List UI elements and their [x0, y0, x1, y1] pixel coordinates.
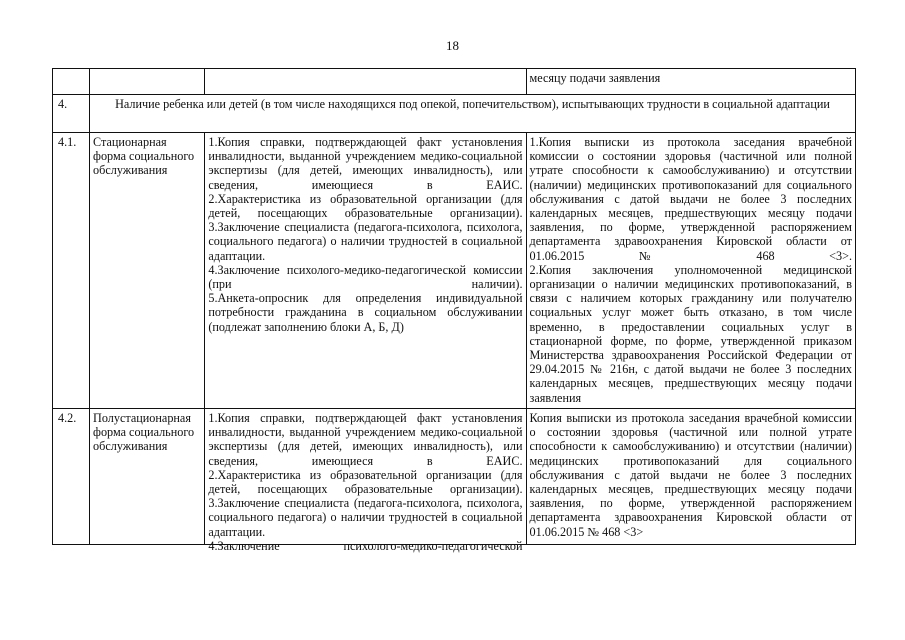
document-item: Копия выписки из протокола заседания врачебной комиссии о состоянии здоровья (частичной или полной утрате способности к самообслуживанию) и отсутствии (наличии) медицинских противопоказаний для социального обслуживания с датой выдачи не более 3 последних календарных месяцев, предшествующих месяцу подачи заявления, по форме, утвержденной распоряжением департамента здравоохранения Кировской области от 01.06.2015 № 468 <3>: [529, 411, 852, 539]
cell-number-empty: [53, 69, 90, 95]
service-form: Стационарная форма социального обслуживания: [90, 133, 205, 409]
table-row-4-2: [53, 409, 856, 545]
document-item: 4.Заключение психолого-медико-педагогической: [208, 538, 523, 553]
documents-table: [52, 68, 856, 553]
document-item: 3.Заключение специалиста (педагога-психолога, психолога, социального педагога) о наличии трудностей в социальной адаптации.: [208, 220, 523, 263]
document-item: 5.Анкета-опросник для определения индивидуальной потребности гражданина в социальном обслуживании (подлежат заполнению блоки А, Б, Д): [208, 291, 523, 334]
medical-documents: [526, 133, 855, 409]
required-documents: [205, 133, 526, 409]
table-row-4-1: [53, 133, 856, 409]
page-number: 18: [446, 38, 459, 53]
cell-docs-empty: [205, 69, 526, 95]
document-item: 2.Копия заключения уполномоченной медицинской организации о наличии медицинских противопоказаний, в связи с наличием которых гражданину или получателю социальных услуг может быть отказано, в том числе временно, в предоставлении социальных услуг в стационарной форме, по форме, утвержденной приказом Министерства здравоохранения Российской Федерации от 29.04.2015 № 216н, с датой выдачи не более 3 последних календарных месяцев, предшествующих месяцу подачи заявления: [529, 262, 852, 405]
document-item: 3.Заключение специалиста (педагога-психолога, психолога, социального педагога) о наличии трудностей в социальной адаптации.: [208, 496, 523, 539]
document-item: 1.Копия справки, подтверждающей факт установления инвалидности, выданной учреждением медико-социальной экспертизы (для детей, имеющих инвалидность), или сведения, имеющиеся в ЕАИС.: [208, 135, 523, 192]
row-number: 4.1.: [53, 133, 90, 409]
service-form: Полустационарная форма социального обслуживания: [90, 409, 205, 545]
section-header-row: [53, 95, 856, 133]
section-number: 4.: [53, 95, 90, 133]
table-row-continuation: [53, 69, 856, 95]
document-item: 1.Копия справки, подтверждающей факт установления инвалидности, выданной учреждением медико-социальной экспертизы (для детей, имеющих инвалидность), или сведения, имеющиеся в ЕАИС.: [208, 411, 523, 468]
section-title: Наличие ребенка или детей (в том числе находящихся под опекой, попечительством), испытывающих трудности в социальной адаптации: [90, 95, 856, 133]
document-item: 2.Характеристика из образовательной организации (для детей, посещающих образовательные организации).: [208, 191, 523, 221]
medical-documents: [526, 409, 855, 545]
document-item: 1.Копия выписки из протокола заседания врачебной комиссии о состоянии здоровья (частичной или полной утрате способности к самообслуживанию) и отсутствии (наличии) медицинских противопоказаний для социального обслуживания с датой выдачи не более 3 последних календарных месяцев, предшествующих месяцу подачи заявления, по форме, утвержденной распоряжением департамента здравоохранения Кировской области от 01.06.2015 № 468 <3>.: [529, 135, 852, 263]
required-documents: [205, 409, 526, 553]
row-number: 4.2.: [53, 409, 90, 545]
cell-form-empty: [90, 69, 205, 95]
document-item: 2.Характеристика из образовательной организации (для детей, посещающих образовательные организации).: [208, 467, 523, 497]
cell-continued-text: месяцу подачи заявления: [526, 69, 855, 95]
document-item: 4.Заключение психолого-медико-педагогической комиссии (при наличии).: [208, 262, 523, 292]
